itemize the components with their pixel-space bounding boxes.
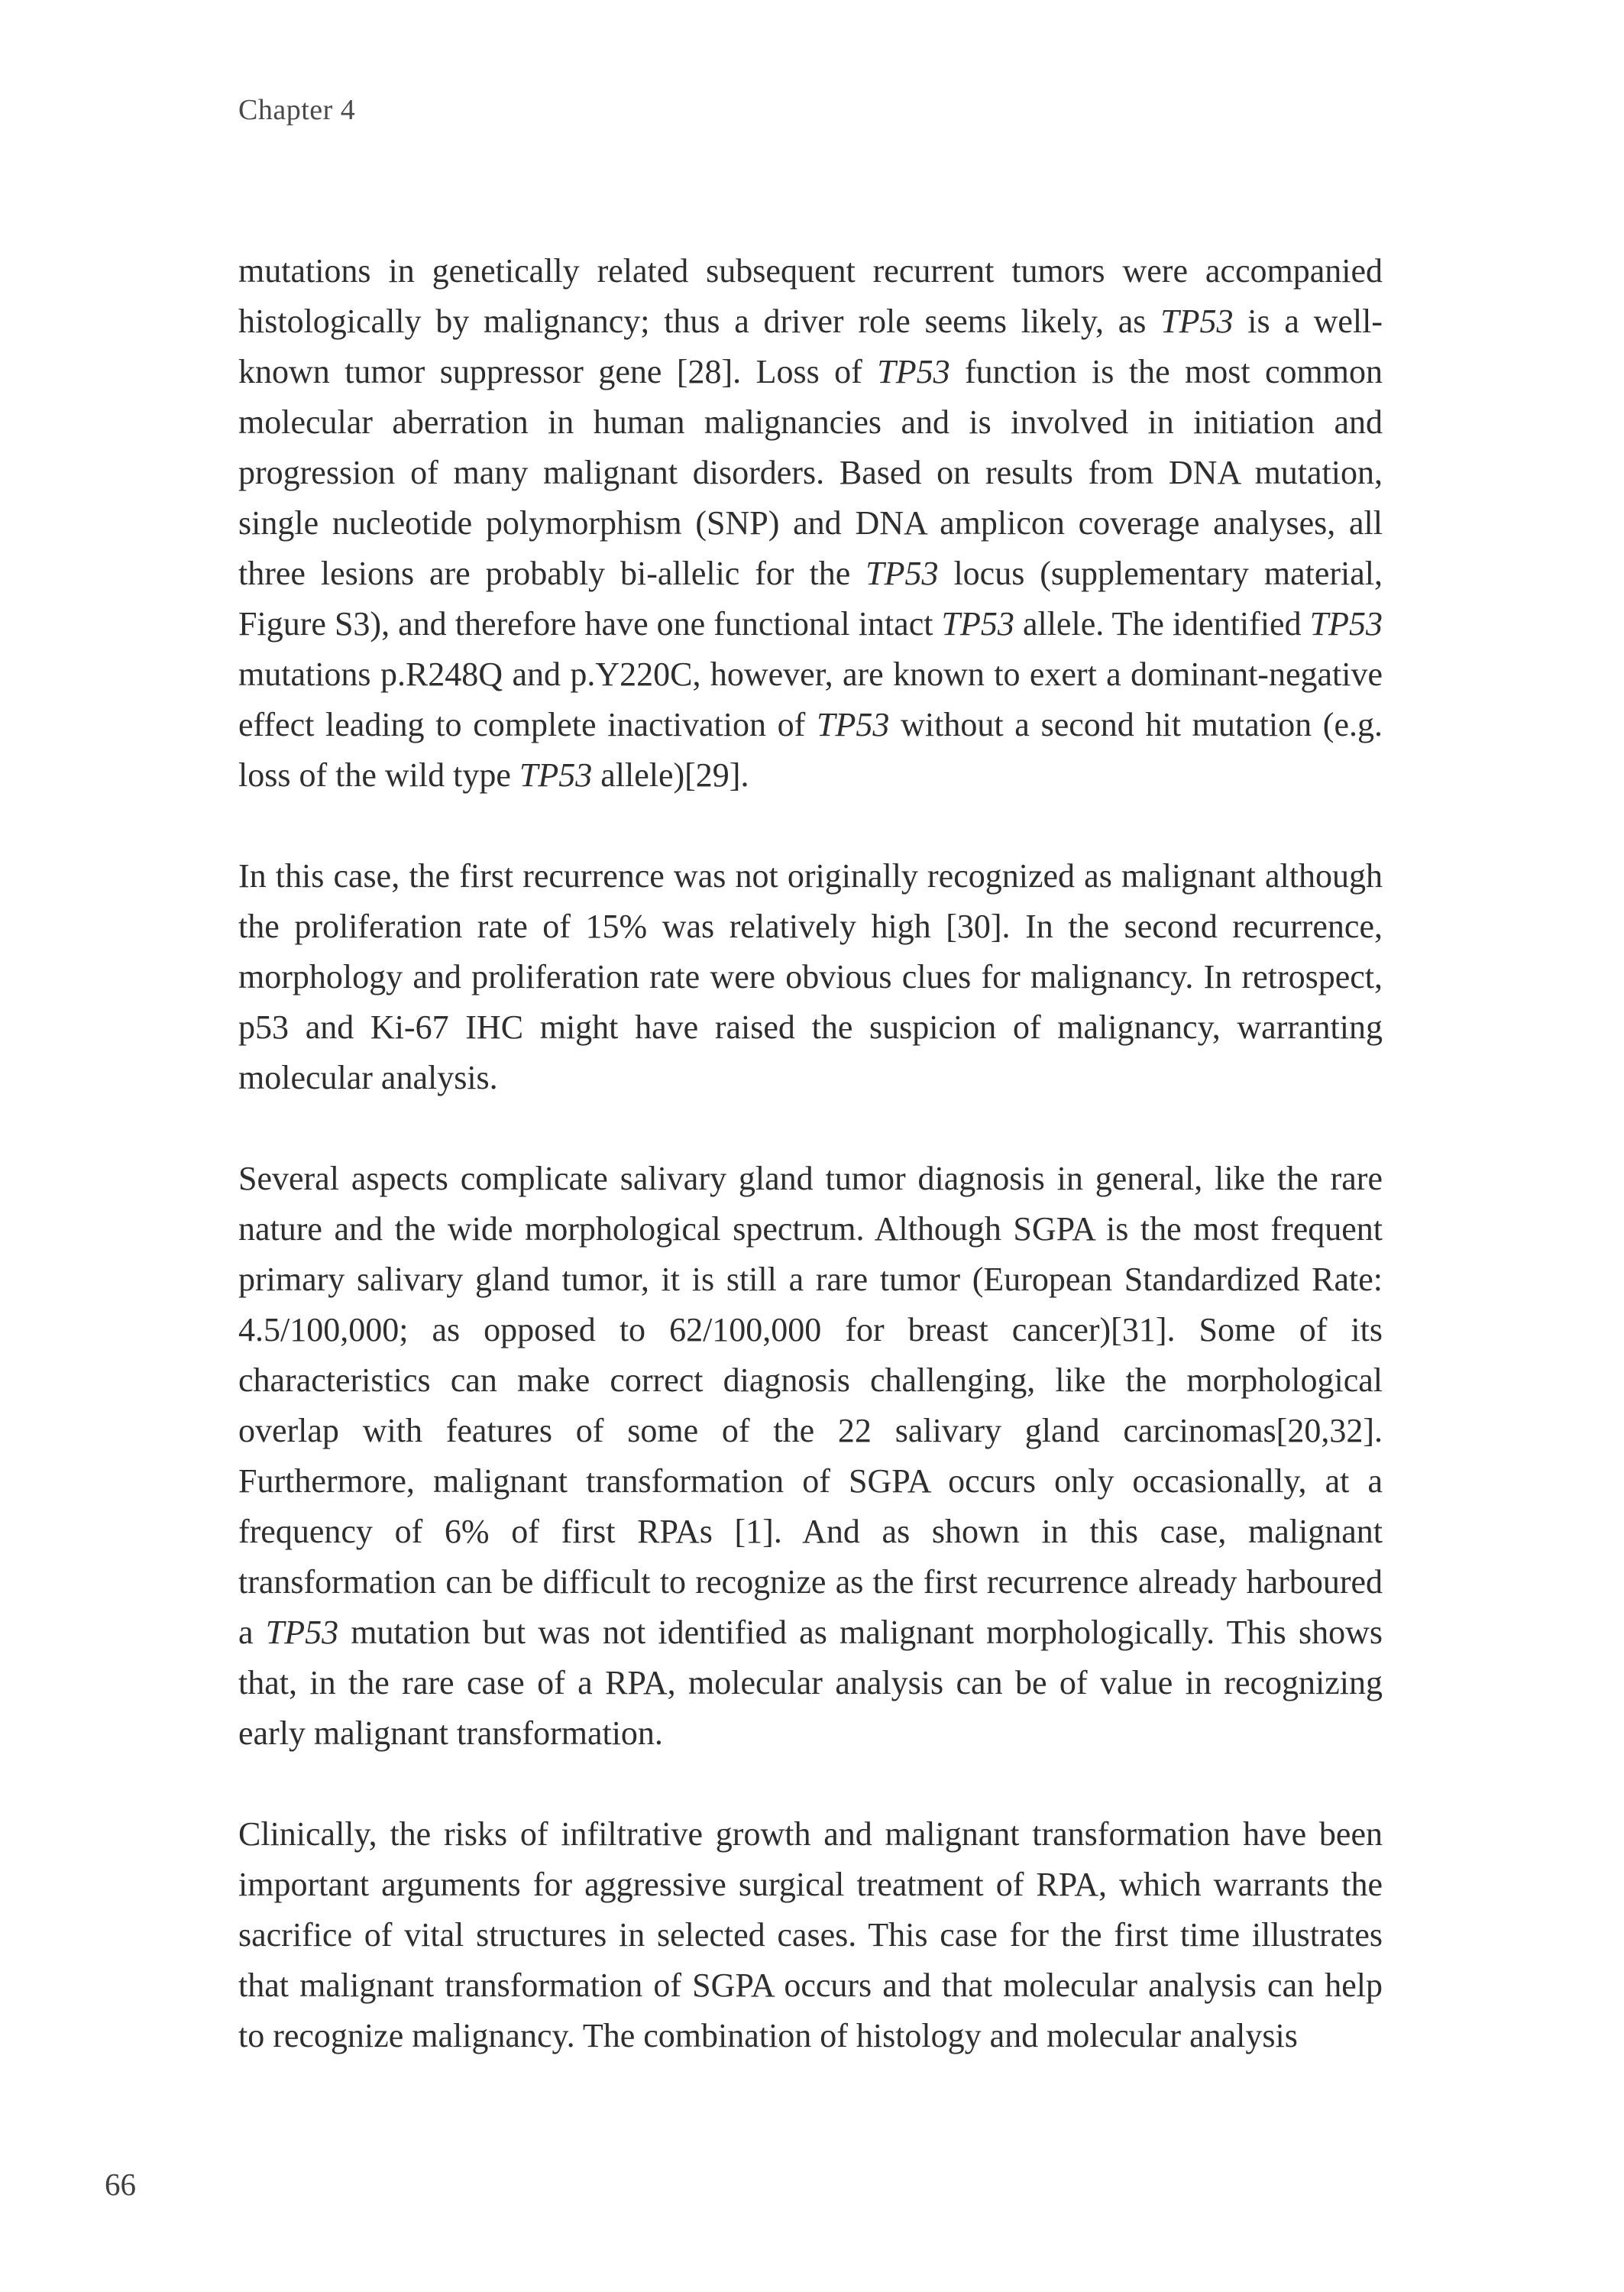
gene-symbol-italic: TP53 [519, 756, 593, 794]
paragraph [238, 1809, 1383, 2061]
text-segment: is a well-known tumor suppressor gene [28]. Loss of [238, 303, 1383, 390]
gene-symbol-italic: TP53 [1160, 303, 1234, 340]
gene-symbol-italic: TP53 [817, 706, 890, 743]
text-segment: without a second hit mutation (e.g. loss of the wild type [238, 706, 1383, 794]
text-segment: mutations in genetically related subsequent recurrent tumors were accompanied histologically by malignancy; thus a driver role seems likely, as [238, 252, 1383, 340]
text-segment: In this case, the first recurrence was not originally recognized as malignant although the proliferation rate of 15% was relatively high [30]. In the second recurrence, morphology and proliferation rate were obvious clues for malignancy. In retrospect, p53 and Ki-67 IHC might have raised the suspicion of malignancy, warranting molecular analysis. [238, 857, 1383, 1096]
paragraph [238, 1154, 1383, 1759]
gene-symbol-italic: TP53 [941, 605, 1014, 643]
body-text-block [238, 246, 1383, 2061]
text-segment: function is the most common molecular aberration in human malignancies and is involved in initiation and progression of many malignant disorders. Based on results from DNA mutation, single nucleotide polymorphism (SNP) and DNA amplicon coverage analyses, all three lesions are probably bi-allelic for the [238, 353, 1383, 592]
text-segment: allele. The identified [1014, 605, 1310, 643]
paragraph [238, 246, 1383, 801]
paragraph [238, 851, 1383, 1103]
gene-symbol-italic: TP53 [877, 353, 950, 390]
text-segment: Clinically, the risks of infiltrative growth and malignant transformation have been important arguments for aggressive surgical treatment of RPA, which warrants the sacrifice of vital structures in selected cases. This case for the first time illustrates that malignant transformation of SGPA occurs and that molecular analysis can help to recognize malignancy. The combination of histology and molecular analysis [238, 1815, 1383, 2054]
text-segment: locus (supplementary material, Figure S3), and therefore have one functional intact [238, 555, 1383, 643]
chapter-running-header: Chapter 4 [238, 94, 356, 126]
page-number: 66 [105, 2167, 136, 2202]
gene-symbol-italic: TP53 [1309, 605, 1383, 643]
text-segment: mutations p.R248Q and p.Y220C, however, are known to exert a dominant-negative effect leading to complete inactivation of [238, 656, 1383, 743]
text-segment: Several aspects complicate salivary gland tumor diagnosis in general, like the rare nature and the wide morphological spectrum. Although SGPA is the most frequent primary salivary gland tumor, it is still a rare tumor (European Standardized Rate: 4.5/100,000; as opposed to 62/100,000 for breast cancer)[31]. Some of its characteristics can make correct diagnosis challenging, like the morphological overlap with features of some of the 22 salivary gland carcinomas[20,32]. Furthermore, malignant transformation of SGPA occurs only occasionally, at a frequency of 6% of first RPAs [1]. And as shown in this case, malignant transformation can be difficult to recognize as the first recurrence already harboured a [238, 1160, 1383, 1651]
text-segment: allele)[29]. [592, 756, 749, 794]
gene-symbol-italic: TP53 [265, 1614, 339, 1651]
text-segment: mutation but was not identified as malignant morphologically. This shows that, in the rare case of a RPA, molecular analysis can be of value in recognizing early malignant transformation. [238, 1614, 1383, 1752]
gene-symbol-italic: TP53 [865, 555, 939, 592]
